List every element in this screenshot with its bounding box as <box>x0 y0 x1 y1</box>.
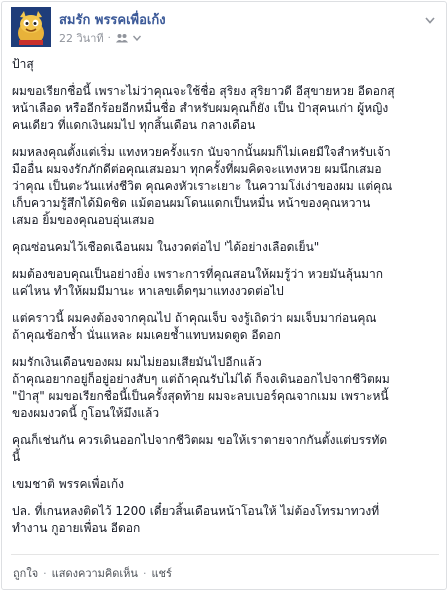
post-text-line: มืออื่น ผมจงรักภักดีต่อคุณเสมอมา ทุกครั้งที่ผมคิดจะแทงหวย ผมนึกเสมอ <box>12 162 382 176</box>
avatar[interactable] <box>11 7 51 47</box>
post-text-line: เขมชาติ พรรคเพื่อเก้ง <box>12 477 124 491</box>
post-text-line: ถ้าคุณช้อกช้ำ นั่นแหละ ผมเคยช้ำแทบหมดตูด อีดอก <box>12 328 281 342</box>
post-text-line: ผมรักเงินเดือนของผม ผมไม่ยอมเสียมันไปอีกแล้ว <box>12 355 262 369</box>
post-meta <box>59 29 141 47</box>
post-actions <box>13 564 172 582</box>
divider <box>11 554 439 555</box>
post-text-line: เก็บความรู้สึกได้มิดชิด แม้ตอนผมโดนแดกเป็นหมื่น หน้าของคุณหวาน <box>12 196 371 210</box>
post-paragraph <box>12 432 440 466</box>
post-text-line: ว่าคุณ เป็นตะวันแห่งชีวิต คุณคงหัวเราะเยาะ ในความโง่เง่าของผม แต่คุณ <box>12 179 393 193</box>
post-text-line: ปล. ที่เกนหลงติดไว้ 1200 เดี๋ยวสิ้นเดือนหน้าโอนให้ ไม่ต้องโทรมาทวงที่ <box>12 504 380 518</box>
post-menu-chevron-icon[interactable] <box>423 13 437 27</box>
comment-link[interactable]: แสดงความคิดเห็น <box>51 567 138 580</box>
post-timestamp[interactable]: 22 วินาที <box>59 32 104 45</box>
post-paragraph <box>12 476 440 493</box>
post-text-line: ถ้าคุณอยากอยู่ก็อยู่อย่างสับๆ แต่ถ้าคุณรับไม่ได้ ก็จงเดินออกไปจากชีวิตผม <box>12 372 390 386</box>
post-text-line: แค่ไหน ทำให้ผมมีมานะ หาเลขเด็ดๆมาแทงงวดต่อไป <box>12 284 284 298</box>
post-body <box>12 56 440 537</box>
post-text-line: ผมขอเรียกชื่อนี้ เพราะไม่ว่าคุณจะใช้ชื่อ สุริยง สุริยาวดี อีสุขายหวย อีดอกสุ <box>12 84 395 98</box>
author-name[interactable]: สมรัก พรรคเพื่อเก้ง <box>59 13 166 28</box>
post-paragraph <box>12 144 440 229</box>
post-paragraph <box>12 239 440 256</box>
post-paragraph <box>12 354 440 422</box>
chevron-down-icon[interactable] <box>133 35 141 41</box>
like-link[interactable]: ถูกใจ <box>13 567 39 580</box>
post-text-line: คุณซ่อนคมไว้เชือดเฉือนผม ในงวดต่อไป 'ได้อย่างเลือดเย็น" <box>12 240 320 254</box>
action-separator: · <box>142 566 147 580</box>
friends-icon[interactable] <box>115 33 129 43</box>
post-text-line: ผมหลงคุณตั้งแต่เริ่ม แทงหวยครั้งแรก นับจากนั้นผมก็ไม่เคยมีใจสำหรับเจ้า <box>12 145 391 159</box>
post-text-line: ผมต้องขอบคุณเป็นอย่างยิ่ง เพราะการที่คุณสอนให้ผมรู้ว่า หวยมันลุ้นมาก <box>12 267 384 281</box>
meta-separator: · <box>107 32 111 44</box>
post-paragraph <box>12 266 440 300</box>
action-separator: · <box>43 566 47 580</box>
post-text-line: นี้ <box>12 450 21 464</box>
cartoon-mascot-icon <box>11 7 51 47</box>
post-paragraph <box>12 310 440 344</box>
post-text-line: คุณก็เช่นกัน ควรเดินออกไปจากชีวิตผม ขอให้เราตายจากกันตั้งแต่บรรทัด <box>12 433 388 447</box>
post-text-line: แต่คราวนี้ ผมคงต้องจากคุณไป ถ้าคุณเจ็บ จงรู้เถิดว่า ผมเจ็บมาก่อนคุณ <box>12 311 377 325</box>
post-text-line: "ป้าสุ" ผมขอเรียกชื่อนี้เป็นครั้งสุดท้าย ผมจะลบเบอร์คุณจากเมม เพราะหนี้ <box>12 389 389 403</box>
post-paragraph <box>12 503 440 537</box>
post-text-line: ป้าสุ <box>12 57 34 71</box>
post-paragraph <box>12 56 440 73</box>
post-text-line: ของผมงวดนี้ กูโอนให้มึงแล้ว <box>12 406 160 420</box>
post-header <box>11 7 439 47</box>
post-text-line: ทำงาน กูอายเพื่อน อีดอก <box>12 521 141 535</box>
post-text-line: คนเดียว ที่แดกเงินผมไป ทุกสิ้นเดือน กลางเดือน <box>12 118 256 132</box>
share-link[interactable]: แชร์ <box>151 567 172 580</box>
post-paragraph <box>12 83 440 134</box>
post-text-line: เสมอ ยิ้มของคุณอบอุ่นเสมอ <box>12 213 155 227</box>
post-text-line: หน้าเลือด หรืออีกร้อยอีกหมื่นชื่อ สำหรับผมคุณก็ยัง เป็น ป้าสุคนเก่า ผู้หญิง <box>12 101 389 115</box>
post-card <box>1 1 447 590</box>
